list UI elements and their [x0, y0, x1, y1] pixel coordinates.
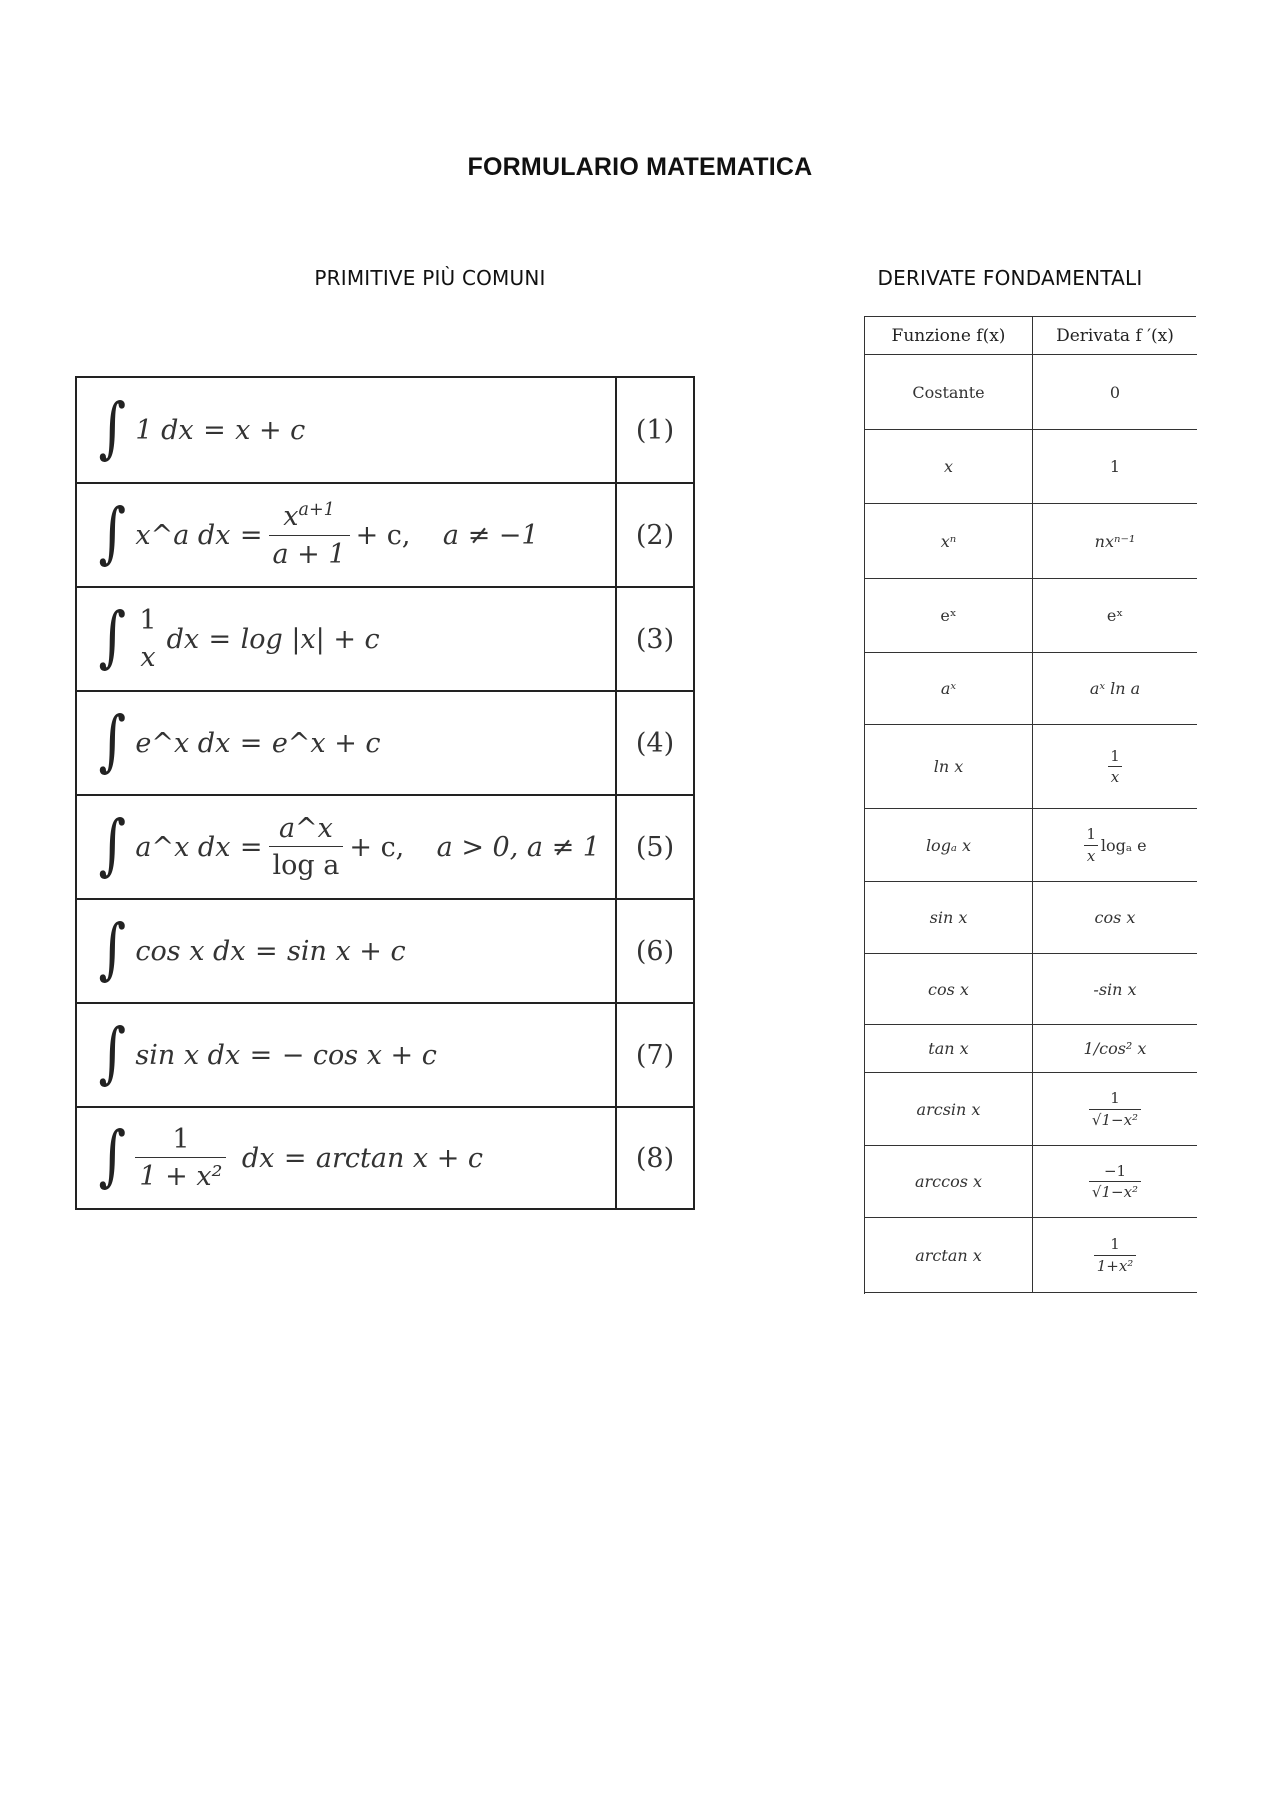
- function-cell: xⁿ: [865, 504, 1033, 578]
- integral-row: [77, 690, 693, 794]
- function-cell: ln x: [865, 725, 1033, 808]
- function-cell: cos x: [865, 954, 1033, 1024]
- table-row: [865, 355, 1197, 430]
- numerator: 1: [1086, 825, 1096, 843]
- derivative-cell: [1033, 725, 1197, 808]
- numerator: a^x: [278, 812, 333, 844]
- derivative-cell: nxⁿ⁻¹: [1094, 531, 1136, 551]
- formula-number: (3): [635, 623, 675, 655]
- integral-sign-icon: ∫: [98, 494, 126, 571]
- derivative-cell: -sin x: [1093, 979, 1137, 999]
- fraction: [1089, 1090, 1141, 1128]
- integrand: x^a dx: [135, 519, 231, 551]
- numerator: 1: [172, 1123, 190, 1155]
- formula-number: (6): [635, 935, 675, 967]
- denominator: 1+x²: [1094, 1255, 1137, 1275]
- integral-formula: ∫ cos x dx = sin x + c: [77, 900, 617, 1002]
- table-row: [865, 954, 1197, 1025]
- table-row: [865, 504, 1197, 579]
- derivative-cell: cos x: [1094, 908, 1136, 927]
- integral-sign-icon: ∫: [98, 389, 126, 466]
- table-header-row: [865, 317, 1197, 355]
- denominator: 1 + x²: [135, 1157, 226, 1192]
- numerator: 1: [1110, 1235, 1120, 1253]
- page-title: FORMULARIO MATEMATICA: [467, 153, 813, 181]
- integral-row: [77, 1106, 693, 1208]
- integral-sign-icon: ∫: [98, 702, 126, 779]
- function-cell: aˣ: [865, 653, 1033, 724]
- column-header-function: Funzione f(x): [865, 317, 1033, 354]
- integral-result: log |x| + c: [240, 623, 380, 655]
- integrals-table: [75, 376, 695, 1210]
- integral-tail: + c,: [355, 519, 411, 551]
- denominator: x: [1084, 845, 1098, 865]
- integral-sign-icon: ∫: [98, 910, 126, 987]
- integrand: dx: [241, 1142, 275, 1174]
- derivative-cell: 1/cos² x: [1083, 1039, 1147, 1058]
- derivative-cell: [1033, 1218, 1197, 1292]
- integral-formula: ∫ sin x dx = − cos x + c: [77, 1004, 617, 1106]
- numerator: 1: [1110, 746, 1120, 765]
- denominator: x: [140, 641, 156, 673]
- integral-formula: ∫ a^x dx = $\frac{a\^{}x}{\text{log a}}$ + c, a > 0, a ≠ 1: [77, 796, 617, 898]
- formula-number: (4): [635, 727, 675, 759]
- fraction: [1089, 1163, 1141, 1201]
- integral-formula: ∫ 1 dx = x + c: [77, 378, 617, 482]
- numerator: 1: [139, 605, 157, 637]
- integrand: cos x dx: [135, 935, 246, 967]
- fraction: [135, 1124, 226, 1192]
- integral-formula: ∫ e^x dx = e^x + c: [77, 692, 617, 794]
- formula-number: (5): [635, 831, 675, 863]
- integral-result: x + c: [235, 414, 306, 446]
- derivative-cell: eˣ: [1106, 606, 1124, 625]
- denominator: a + 1: [269, 535, 350, 570]
- fraction: [1083, 826, 1099, 864]
- numerator: x: [283, 501, 299, 533]
- integral-formula: ∫ 1 x dx = log |x| + c: [77, 588, 617, 690]
- formula-number: (8): [635, 1142, 675, 1174]
- derivative-cell: [1033, 1146, 1197, 1217]
- derivative-cell: [1033, 1073, 1197, 1145]
- exponent: a+1: [298, 500, 335, 521]
- function-cell: x: [865, 430, 1033, 503]
- table-row: [865, 882, 1197, 954]
- table-row: [865, 809, 1197, 882]
- integral-row: [77, 794, 693, 898]
- table-row: [865, 1146, 1197, 1218]
- denominator: √1−x²: [1089, 1109, 1141, 1129]
- integral-result: e^x + c: [271, 727, 381, 759]
- function-cell: sin x: [865, 882, 1033, 953]
- integrand: e^x dx: [135, 727, 231, 759]
- numerator: −1: [1103, 1161, 1127, 1180]
- function-cell: tan x: [865, 1025, 1033, 1072]
- formula-number: (2): [635, 519, 675, 551]
- function-cell: arctan x: [865, 1218, 1033, 1292]
- table-row: [865, 1025, 1197, 1073]
- fraction: [269, 500, 350, 569]
- integral-sign-icon: ∫: [98, 598, 126, 675]
- formula-number: (7): [635, 1039, 675, 1071]
- integral-formula: ∫ x^a dx = $\frac{x^{a+1}}{a + 1}$ + c, a ≠ −1: [77, 484, 617, 586]
- denominator: √1−x²: [1089, 1181, 1141, 1201]
- denominator: x: [1108, 766, 1122, 786]
- derivative-cell: aˣ ln a: [1089, 679, 1141, 698]
- integral-formula: ∫ $\frac{1}{\text{1 + x²}}$ dx = arctan x + c: [77, 1108, 617, 1208]
- column-header-derivative: Derivata f ′(x): [1056, 325, 1174, 346]
- function-cell: eˣ: [865, 579, 1033, 652]
- integral-result: − cos x + c: [281, 1039, 437, 1071]
- fraction: [1094, 1236, 1137, 1274]
- integral-row: [77, 1002, 693, 1106]
- integral-result: sin x + c: [287, 935, 406, 967]
- integral-sign-icon: ∫: [98, 1117, 126, 1194]
- fraction: [269, 813, 344, 881]
- integrand: 1 dx: [135, 414, 194, 446]
- table-row: [865, 725, 1197, 809]
- primitive-section-title: PRIMITIVE PIÙ COMUNI: [314, 266, 546, 290]
- table-row: [865, 653, 1197, 725]
- table-row: [865, 579, 1197, 653]
- function-cell: arccos x: [865, 1146, 1033, 1217]
- integral-result: arctan x + c: [315, 1142, 484, 1174]
- integrand: a^x dx: [135, 831, 231, 863]
- integral-row: [77, 378, 693, 482]
- integral-condition: a > 0, a ≠ 1: [436, 831, 600, 863]
- function-cell: logₐ x: [865, 809, 1033, 881]
- formula-number: (1): [635, 414, 675, 446]
- table-row: [865, 1073, 1197, 1146]
- integral-row: [77, 898, 693, 1002]
- derivative-section-title: DERIVATE FONDAMENTALI: [877, 266, 1143, 290]
- table-row: [865, 430, 1197, 504]
- derivative-tail: logₐ e: [1100, 835, 1147, 855]
- numerator: 1: [1110, 1089, 1120, 1107]
- derivative-cell: 1: [1109, 457, 1121, 476]
- table-row: [865, 1218, 1197, 1293]
- integral-sign-icon: ∫: [98, 1014, 126, 1091]
- integral-sign-icon: ∫: [98, 806, 126, 883]
- integrand: dx: [166, 623, 200, 655]
- derivative-cell: [1033, 809, 1197, 881]
- integral-condition: a ≠ −1: [442, 519, 539, 551]
- function-cell: Costante: [865, 355, 1033, 429]
- integral-row: [77, 586, 693, 690]
- fraction: [1107, 748, 1123, 786]
- function-cell: arcsin x: [865, 1073, 1033, 1145]
- denominator: log a: [269, 846, 344, 881]
- fraction: [135, 605, 160, 672]
- derivatives-table: [864, 316, 1196, 1294]
- integral-row: [77, 482, 693, 586]
- derivative-cell: 0: [1109, 382, 1121, 402]
- integral-tail: + c,: [349, 831, 405, 863]
- integrand: sin x dx: [135, 1039, 241, 1071]
